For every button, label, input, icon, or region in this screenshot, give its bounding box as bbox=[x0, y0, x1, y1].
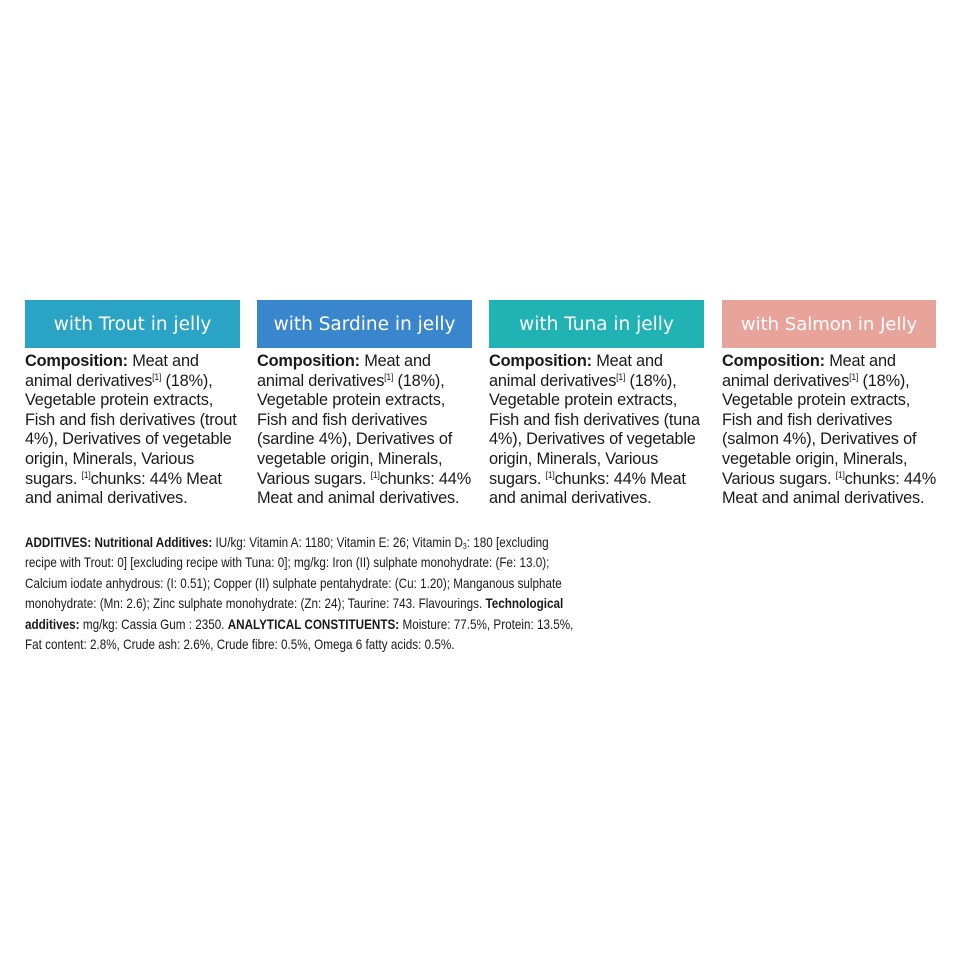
recipe-header-salmon: with Salmon in Jelly bbox=[722, 300, 936, 348]
additives-text-1: IU/kg: Vitamin A: 1180; Vitamin E: 26; Vitamin D bbox=[212, 535, 463, 550]
composition-sardine bbox=[257, 351, 472, 508]
footnote-marker: [1] bbox=[370, 469, 380, 480]
composition-label: Composition: bbox=[25, 351, 128, 370]
composition-text-c: chunks: 44% Meat and animal derivatives. bbox=[722, 468, 937, 508]
composition-tuna bbox=[489, 351, 704, 508]
additives-label: ADDITIVES: Nutritional Additives: bbox=[25, 535, 213, 550]
vitamin-d-subscript: 3 bbox=[462, 542, 467, 551]
recipe-column-trout bbox=[25, 300, 240, 508]
recipe-header-sardine: with Sardine in jelly bbox=[257, 300, 472, 348]
footnote-marker: [1] bbox=[849, 371, 859, 382]
additives-text-3: mg/kg: Cassia Gum : 2350. bbox=[79, 616, 228, 632]
composition-text-a: Meat and animal derivatives bbox=[257, 351, 431, 390]
composition-label: Composition: bbox=[722, 351, 825, 370]
composition-text-a: Meat and animal derivatives bbox=[489, 351, 663, 390]
technological-additives-label: Technological additives: bbox=[25, 596, 564, 632]
footnote-marker: [1] bbox=[152, 371, 162, 382]
analytical-constituents-label: ANALYTICAL CONSTITUENTS: bbox=[227, 616, 400, 632]
additives-text-2: : 180 [excluding recipe with Trout: 0] [excluding recipe with Tuna: 0]; mg/kg: Iron (II) sulphate monohydrate: (Fe: 13.0); Calcium iodate anhydrous: (I: 0.51); Copper (II) sulphate pentahydrate: (Cu: 1.20); Manganous sulphate monohydrate: (Mn: 2.6); Zinc sulphate monohydrate: (Zn: 24); Taurine: 743. Flavourings. bbox=[25, 535, 562, 612]
footnote-marker: [1] bbox=[616, 371, 626, 382]
composition-trout bbox=[25, 351, 240, 508]
composition-text-a: Meat and animal derivatives bbox=[722, 351, 896, 390]
additives-text-4: Moisture: 77.5%, Protein: 13.5%, Fat content: 2.8%, Crude ash: 2.6%, Crude fibre: 0.5%, Omega 6 fatty acids: 0.5%. bbox=[25, 616, 574, 653]
composition-label: Composition: bbox=[257, 351, 360, 370]
composition-salmon bbox=[722, 351, 937, 508]
composition-text-b: (18%), Vegetable protein extracts, Fish and fish derivatives (sardine 4%), Derivatives of vegetable origin, Minerals, Various sugars. bbox=[257, 370, 453, 488]
additives-paragraph bbox=[25, 533, 575, 655]
recipe-header-tuna: with Tuna in jelly bbox=[489, 300, 704, 348]
composition-text-b: (18%), Vegetable protein extracts, Fish and fish derivatives (tuna 4%), Derivatives of vegetable origin, Minerals, Various sugars. bbox=[489, 370, 700, 488]
recipe-column-tuna bbox=[489, 300, 704, 508]
footnote-marker: [1] bbox=[384, 371, 394, 382]
footnote-marker: [1] bbox=[545, 469, 555, 480]
composition-text-b: (18%), Vegetable protein extracts, Fish and fish derivatives (trout 4%), Derivatives of vegetable origin, Minerals, Various sugars. bbox=[25, 370, 237, 488]
composition-label: Composition: bbox=[489, 351, 592, 370]
composition-text-c: chunks: 44% Meat and animal derivatives. bbox=[257, 468, 472, 508]
recipe-column-salmon bbox=[722, 300, 937, 508]
composition-text-b: (18%), Vegetable protein extracts, Fish and fish derivatives (salmon 4%), Derivatives of vegetable origin, Minerals, Various sugars. bbox=[722, 370, 917, 488]
composition-text-a: Meat and animal derivatives bbox=[25, 351, 199, 390]
footnote-marker: [1] bbox=[81, 469, 91, 480]
recipe-columns bbox=[25, 300, 937, 540]
footnote-marker: [1] bbox=[835, 469, 845, 480]
recipe-header-trout: with Trout in jelly bbox=[25, 300, 240, 348]
recipe-column-sardine bbox=[257, 300, 472, 508]
composition-text-c: chunks: 44% Meat and animal derivatives. bbox=[489, 468, 686, 508]
composition-text-c: chunks: 44% Meat and animal derivatives. bbox=[25, 468, 222, 508]
